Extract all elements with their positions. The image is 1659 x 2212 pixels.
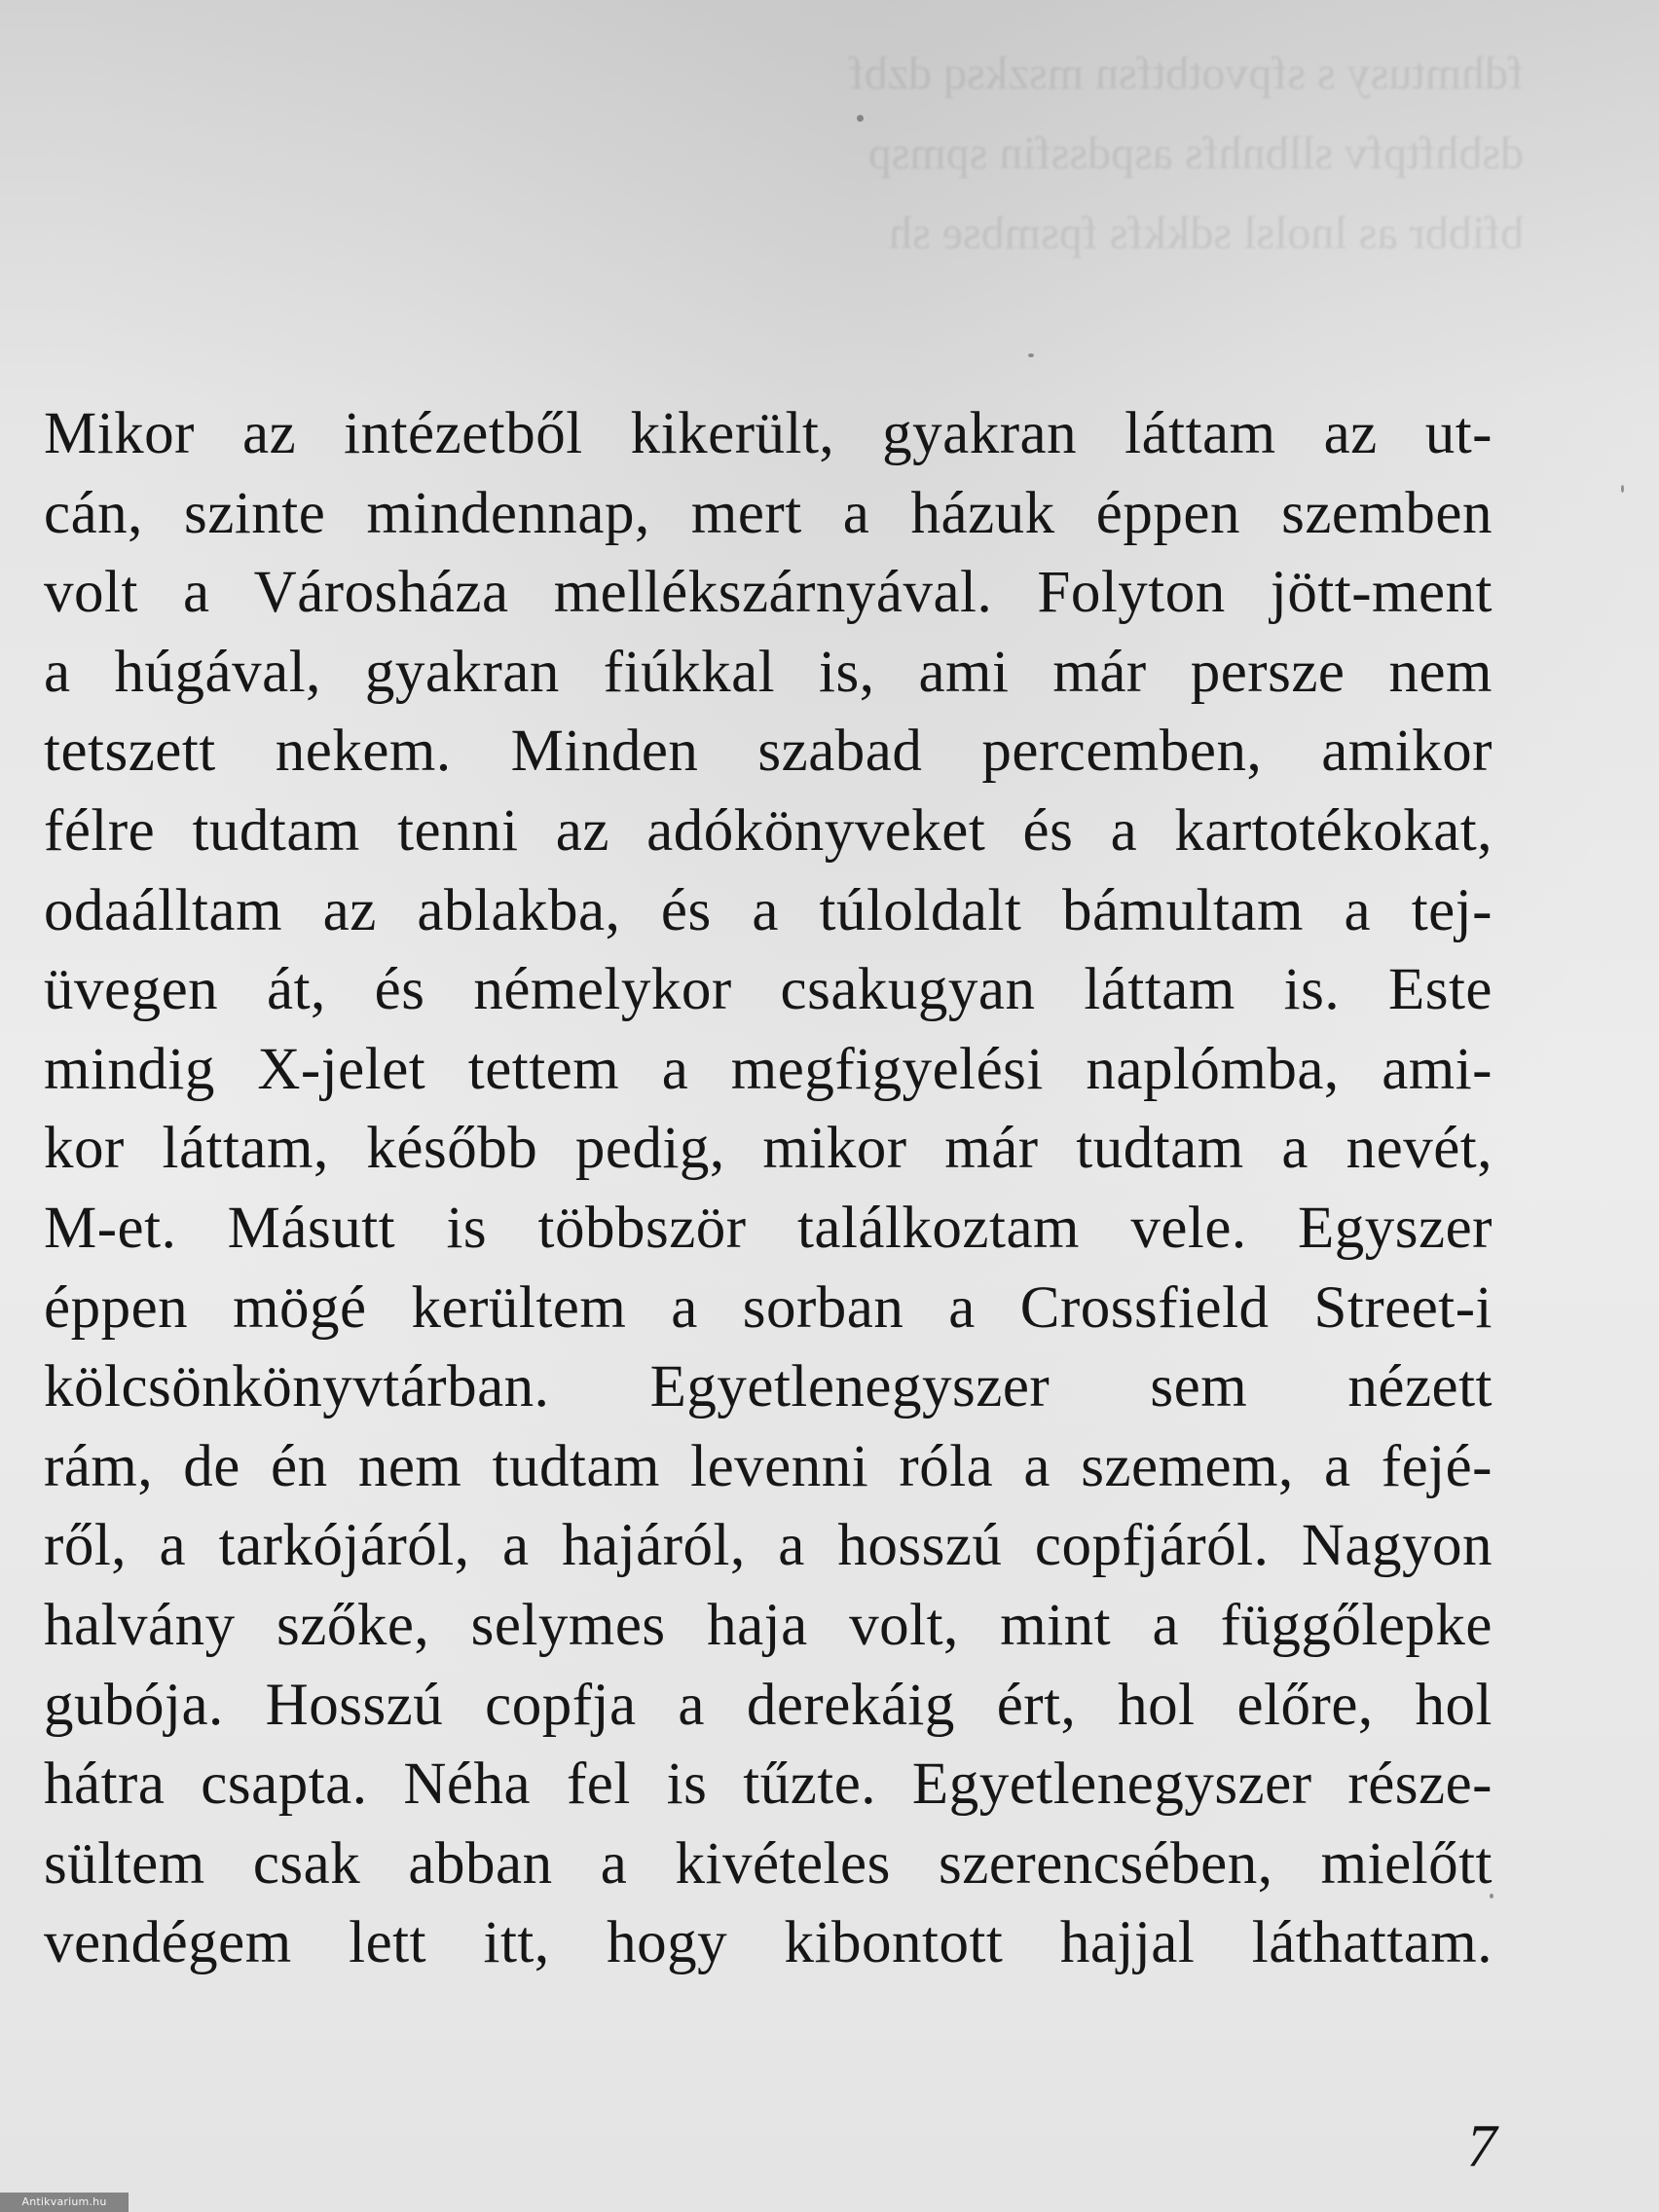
text-line: M-et. Másutt is többször találkoztam vele. Egyszer — [44, 1195, 1493, 1261]
text-line: kor láttam, később pedig, mikor már tudtam a nevét, — [44, 1116, 1493, 1182]
paper-speck — [857, 115, 864, 122]
text-line: vendégem lett itt, hogy kibontott hajjal láthattam. — [44, 1910, 1493, 1976]
watermark: Antikvarium.hu — [0, 2193, 129, 2212]
paper-speck — [1621, 485, 1624, 493]
text-line: hátra csapta. Néha fel is tűzte. Egyetlenegyszer része- — [44, 1751, 1493, 1818]
text-line: Mikor az intézetből kikerült, gyakran láttam az ut- — [44, 401, 1493, 466]
text-line: cán, szinte mindennap, mert a házuk éppen szemben — [44, 480, 1493, 546]
text-line: éppen mögé kerültem a sorban a Crossfield Street-i — [44, 1274, 1493, 1341]
text-line: kölcsönkönyvtárban. Egyetlenegyszer sem nézett — [44, 1354, 1493, 1420]
text-line: ről, a tarkójáról, a hajáról, a hosszú copfjáról. Nagyon — [44, 1513, 1493, 1579]
body-paragraph — [44, 394, 1493, 1983]
text-line: félre tudtam tenni az adókönyveket és a kartotékokat, — [44, 797, 1493, 864]
text-line: odaálltam az ablakba, és a túloldalt bámultam a tej- — [44, 877, 1493, 943]
show-through-line: fdhmtusy s sfpvotbtfsn mszksq dzbf — [848, 48, 1524, 99]
text-line: halvány szőke, selymes haja volt, mint a függőlepke — [44, 1592, 1493, 1658]
text-line: üvegen át, és némelykor csakugyan láttam is. Este — [44, 957, 1493, 1023]
page-number: 7 — [1466, 2114, 1497, 2180]
text-line: sültem csak abban a kivételes szerencsében, mielőtt — [44, 1830, 1493, 1897]
text-line: rám, de én nem tudtam levenni róla a szemem, a fejé- — [44, 1433, 1493, 1499]
text-line: a húgával, gyakran fiúkkal is, ami már persze nem — [44, 639, 1493, 705]
paper-speck — [1028, 353, 1034, 357]
text-line: mindig X-jelet tettem a megfigyelési naplómba, ami- — [44, 1036, 1493, 1102]
text-line: gubója. Hosszú copfja a derekáig ért, hol előre, hol — [44, 1672, 1493, 1738]
show-through-line: dsbhftpfv sllbnhfs aspdssfin spmsp — [867, 128, 1524, 179]
show-through-text — [180, 34, 1524, 385]
text-line: volt a Városháza mellékszárnyával. Folyton jött-ment — [44, 560, 1493, 626]
show-through-line: bfibbr as lnolsl sdkkfs fpsmbse sh — [889, 207, 1524, 259]
text-line: tetszett nekem. Minden szabad percemben, amikor — [44, 719, 1493, 785]
